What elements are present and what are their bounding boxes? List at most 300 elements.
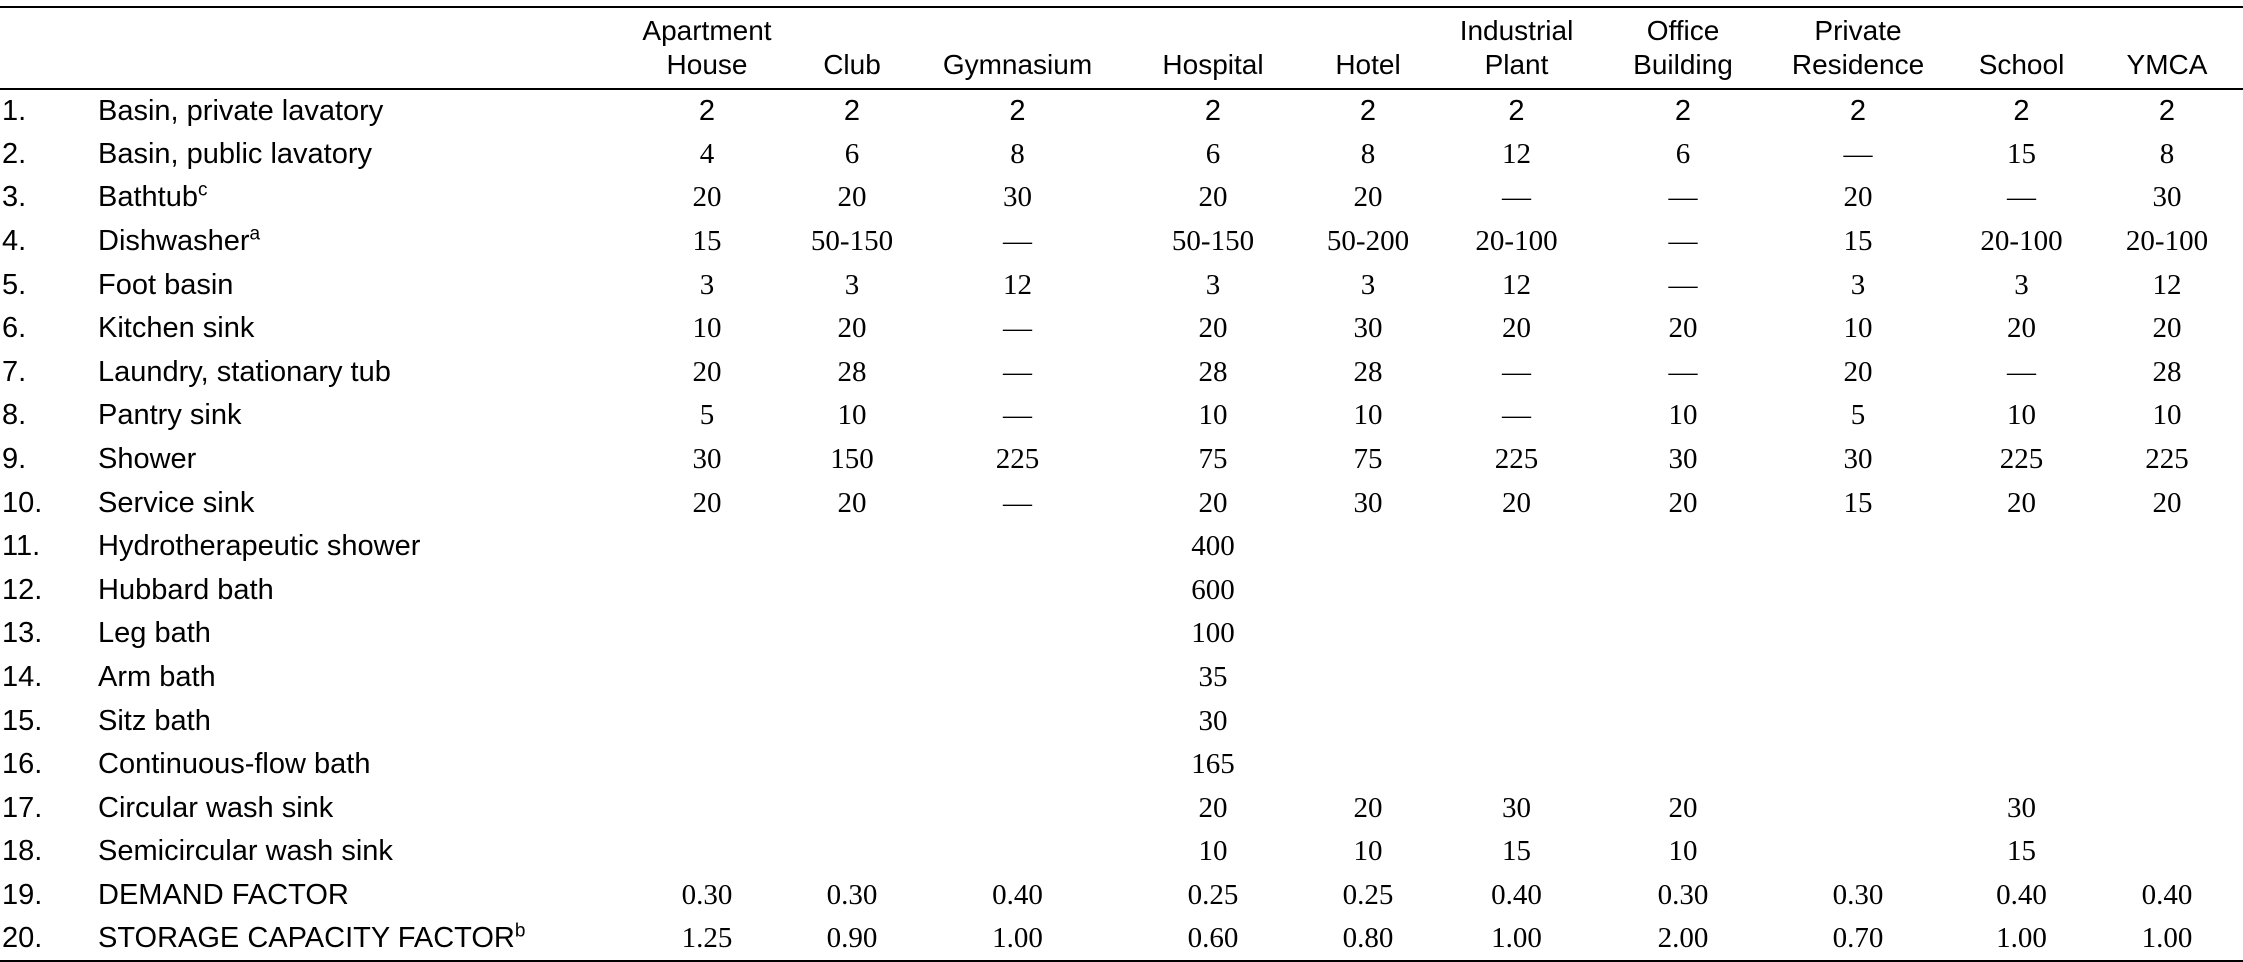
value-cell-apartment-house: 30 [692, 443, 722, 476]
value-cell-industrial-plant [1431, 569, 1602, 613]
table-row [0, 307, 2243, 351]
value-cell-apartment-house: 2 [698, 94, 716, 127]
fixture-name: Shower [98, 443, 197, 476]
value-cell-club [790, 569, 914, 613]
fixture-name-cell [68, 874, 624, 918]
value-cell-industrial-plant: — [1502, 181, 1531, 214]
column-header-line1: Industrial [1459, 15, 1574, 46]
value-cell-ymca [2091, 787, 2243, 831]
column-header-line2: Plant [1484, 49, 1549, 80]
value-cell-apartment-house [624, 656, 790, 700]
table-row [0, 438, 2243, 482]
fixture-name-cell [68, 612, 624, 656]
value-cell-gymnasium [914, 525, 1121, 569]
value-cell-hospital: 10 [1198, 835, 1228, 868]
value-cell-ymca: 28 [2152, 355, 2182, 388]
value-cell-office-building [1602, 612, 1764, 656]
value-cell-hospital: 0.25 [1187, 878, 1239, 911]
value-cell-office-building: 10 [1668, 399, 1698, 432]
value-cell-private-residence [1764, 787, 1952, 831]
value-cell-office-building [1602, 525, 1764, 569]
fixture-name-cell [68, 917, 624, 961]
value-cell-club [790, 699, 914, 743]
column-header-apartment-house [624, 7, 790, 89]
value-cell-club: 20 [837, 181, 867, 214]
value-cell-ymca [2091, 656, 2243, 700]
fixture-name: Dishwasher [98, 225, 250, 258]
table-row [0, 394, 2243, 438]
fixture-name: Leg bath [98, 617, 211, 650]
value-cell-gymnasium: 1.00 [992, 922, 1043, 955]
fixture-name-cell [68, 438, 624, 482]
value-cell-industrial-plant: — [1502, 399, 1531, 432]
value-cell-hospital: 50-150 [1171, 225, 1255, 258]
row-number: 15. [2, 704, 43, 737]
value-cell-hotel: 10 [1353, 835, 1383, 868]
value-cell-club [790, 787, 914, 831]
column-header-line1: Office [1646, 15, 1720, 46]
row-number: 5. [2, 268, 27, 301]
column-header-line2: School [1978, 49, 2065, 80]
value-cell-hotel [1305, 612, 1431, 656]
value-cell-ymca: 30 [2152, 181, 2182, 214]
value-cell-gymnasium [914, 569, 1121, 613]
value-cell-ymca: 1.00 [2141, 922, 2193, 955]
row-number: 7. [2, 355, 27, 388]
value-cell-apartment-house [624, 525, 790, 569]
value-cell-private-residence: 20 [1843, 181, 1873, 214]
fixture-name-cell [68, 394, 624, 438]
value-cell-school: 10 [2007, 399, 2036, 432]
row-number: 3. [2, 181, 27, 214]
value-cell-industrial-plant [1431, 525, 1602, 569]
fixture-name: Semicircular wash sink [98, 835, 393, 868]
value-cell-school: 1.00 [1996, 922, 2047, 955]
value-cell-gymnasium: 0.40 [992, 878, 1043, 911]
value-cell-gymnasium: — [1003, 312, 1032, 345]
fixture-name: Sitz bath [98, 704, 211, 737]
fixture-name: Circular wash sink [98, 791, 334, 824]
row-number: 19. [2, 878, 43, 911]
value-cell-gymnasium [914, 743, 1121, 787]
value-cell-gymnasium [914, 656, 1121, 700]
value-cell-private-residence: 0.30 [1832, 878, 1884, 911]
header-blank-fixture [68, 7, 624, 89]
value-cell-hospital: 20 [1198, 791, 1228, 824]
value-cell-gymnasium: 30 [1003, 181, 1032, 214]
value-cell-apartment-house [624, 787, 790, 831]
table-row [0, 699, 2243, 743]
value-cell-industrial-plant: 20 [1502, 486, 1531, 519]
value-cell-ymca: 12 [2152, 268, 2182, 301]
value-cell-hospital: 30 [1198, 704, 1228, 737]
fixture-demand-table [0, 6, 2243, 962]
value-cell-office-building: — [1668, 268, 1698, 301]
value-cell-industrial-plant: 0.40 [1491, 878, 1542, 911]
value-cell-ymca [2091, 612, 2243, 656]
fixture-name-cell [68, 263, 624, 307]
fixture-demand-table-container [0, 6, 2243, 962]
value-cell-hospital: 600 [1191, 573, 1235, 606]
table-row [0, 263, 2243, 307]
value-cell-hospital: 0.60 [1187, 922, 1239, 955]
value-cell-apartment-house: 3 [699, 268, 715, 301]
value-cell-hotel [1305, 699, 1431, 743]
column-header-line2: YMCA [2126, 49, 2208, 80]
column-header-line1 [914, 14, 1121, 48]
value-cell-school [1952, 656, 2091, 700]
value-cell-gymnasium: — [1003, 399, 1032, 432]
value-cell-gymnasium: — [1003, 355, 1032, 388]
value-cell-apartment-house: 0.30 [681, 878, 733, 911]
value-cell-hotel: 2 [1359, 94, 1377, 127]
value-cell-office-building: 10 [1668, 835, 1698, 868]
column-header-club [790, 7, 914, 89]
row-number: 9. [2, 443, 27, 476]
value-cell-hospital: 400 [1191, 530, 1235, 563]
value-cell-gymnasium [914, 612, 1121, 656]
fixture-name: Laundry, stationary tub [98, 355, 391, 388]
fixture-name-cell [68, 307, 624, 351]
value-cell-gymnasium: 12 [1003, 268, 1032, 301]
value-cell-industrial-plant: 20 [1502, 312, 1531, 345]
fixture-name: Arm bath [98, 661, 216, 694]
value-cell-hotel: 0.25 [1342, 878, 1394, 911]
fixture-name-cell [68, 176, 624, 220]
value-cell-office-building: 2.00 [1657, 922, 1709, 955]
value-cell-hospital: 10 [1198, 399, 1228, 432]
value-cell-school: 30 [2007, 791, 2036, 824]
fixture-name-cell [68, 525, 624, 569]
value-cell-private-residence: 5 [1850, 399, 1866, 432]
value-cell-club: 2 [843, 94, 861, 127]
table-row [0, 525, 2243, 569]
column-header-line1 [1952, 14, 2091, 48]
value-cell-apartment-house: 15 [692, 225, 722, 258]
fixture-name: Foot basin [98, 268, 234, 301]
row-number: 16. [2, 748, 43, 781]
value-cell-industrial-plant [1431, 743, 1602, 787]
value-cell-club: 150 [830, 443, 874, 476]
fixture-name: DEMAND FACTOR [98, 878, 349, 911]
header-blank-num [0, 7, 68, 89]
value-cell-gymnasium [914, 830, 1121, 874]
value-cell-hotel [1305, 569, 1431, 613]
value-cell-school: 15 [2007, 137, 2036, 170]
value-cell-gymnasium: — [1003, 225, 1032, 258]
value-cell-hospital: 75 [1198, 443, 1228, 476]
column-header-gymnasium [914, 7, 1121, 89]
value-cell-industrial-plant: 30 [1502, 791, 1531, 824]
value-cell-school [1952, 743, 2091, 787]
value-cell-school: 20 [2007, 486, 2036, 519]
table-row [0, 656, 2243, 700]
value-cell-hospital: 2 [1204, 94, 1222, 127]
value-cell-club: 20 [837, 486, 867, 519]
value-cell-private-residence [1764, 656, 1952, 700]
value-cell-school [1952, 699, 2091, 743]
value-cell-club: 28 [837, 355, 867, 388]
value-cell-hotel: 0.80 [1342, 922, 1394, 955]
value-cell-private-residence: 0.70 [1832, 922, 1884, 955]
value-cell-gymnasium [914, 787, 1121, 831]
value-cell-hospital: 3 [1205, 268, 1221, 301]
row-number: 10. [2, 486, 43, 519]
value-cell-club: 3 [844, 268, 860, 301]
value-cell-ymca: 2 [2158, 94, 2176, 127]
fixture-name: Hydrotherapeutic shower [98, 530, 421, 563]
value-cell-club: 6 [844, 137, 860, 170]
value-cell-ymca [2091, 830, 2243, 874]
value-cell-hotel: 50-200 [1326, 225, 1410, 258]
value-cell-industrial-plant: 15 [1502, 835, 1531, 868]
fixture-name: Basin, public lavatory [98, 137, 373, 170]
value-cell-club: 10 [837, 399, 867, 432]
row-number: 11. [2, 530, 41, 563]
fixture-name-cell [68, 89, 624, 133]
table-body [0, 89, 2243, 961]
fixture-name: Pantry sink [98, 399, 242, 432]
value-cell-school: 15 [2007, 835, 2036, 868]
fixture-name: Kitchen sink [98, 312, 255, 345]
value-cell-hotel: 75 [1353, 443, 1383, 476]
column-header-line1: Apartment [642, 15, 772, 46]
value-cell-apartment-house: 4 [699, 137, 715, 170]
value-cell-office-building: — [1668, 225, 1698, 258]
row-number: 20. [2, 922, 43, 955]
value-cell-office-building [1602, 656, 1764, 700]
value-cell-hotel [1305, 525, 1431, 569]
value-cell-apartment-house: 20 [692, 181, 722, 214]
column-header-line2: Building [1633, 49, 1733, 80]
fixture-name-cell [68, 743, 624, 787]
row-number: 8. [2, 399, 27, 432]
value-cell-hotel [1305, 656, 1431, 700]
table-row [0, 133, 2243, 177]
column-header-hotel [1305, 7, 1431, 89]
fixture-name-cell [68, 699, 624, 743]
value-cell-industrial-plant: 12 [1502, 137, 1531, 170]
value-cell-school [1952, 525, 2091, 569]
column-header-private-residence [1764, 7, 1952, 89]
fixture-name-cell [68, 656, 624, 700]
fixture-name: STORAGE CAPACITY FACTOR [98, 922, 515, 955]
value-cell-office-building: 20 [1668, 312, 1698, 345]
value-cell-gymnasium: — [1003, 486, 1032, 519]
fixture-name: Basin, private lavatory [98, 94, 384, 127]
fixture-name-cell [68, 481, 624, 525]
value-cell-ymca: 20 [2152, 486, 2182, 519]
value-cell-school: 225 [1999, 443, 2044, 476]
row-number: 14. [2, 661, 43, 694]
fixture-name: Hubbard bath [98, 573, 274, 606]
value-cell-hotel: 30 [1353, 312, 1383, 345]
value-cell-club [790, 612, 914, 656]
column-header-school [1952, 7, 2091, 89]
value-cell-apartment-house [624, 612, 790, 656]
value-cell-school: — [2007, 355, 2036, 388]
value-cell-club [790, 656, 914, 700]
column-header-line2: Residence [1791, 49, 1925, 80]
table-row [0, 176, 2243, 220]
fixture-name-cell [68, 787, 624, 831]
table-header-row [0, 7, 2243, 89]
fixture-name: Bathtub [98, 181, 198, 214]
value-cell-hospital: 20 [1198, 312, 1228, 345]
column-header-line2: Gymnasium [942, 49, 1093, 80]
value-cell-office-building [1602, 699, 1764, 743]
column-header-line2: Hotel [1335, 49, 1401, 80]
value-cell-office-building: 30 [1668, 443, 1698, 476]
value-cell-hospital: 165 [1191, 748, 1235, 781]
table-row [0, 220, 2243, 264]
value-cell-office-building: 0.30 [1657, 878, 1709, 911]
value-cell-school: 20-100 [1980, 225, 2063, 258]
value-cell-ymca: 10 [2152, 399, 2182, 432]
value-cell-club: 50-150 [810, 225, 894, 258]
column-header-line1 [2091, 14, 2243, 48]
value-cell-club [790, 830, 914, 874]
value-cell-office-building: — [1668, 181, 1698, 214]
value-cell-hospital: 28 [1198, 355, 1228, 388]
row-number: 1. [2, 94, 27, 127]
table-row [0, 917, 2243, 961]
row-number: 6. [2, 312, 27, 345]
value-cell-hospital: 6 [1205, 137, 1221, 170]
column-header-line2: House [666, 49, 748, 80]
value-cell-industrial-plant: 2 [1508, 94, 1525, 127]
footnote-marker: c [197, 179, 208, 201]
value-cell-apartment-house: 5 [699, 399, 715, 432]
value-cell-private-residence: 15 [1843, 486, 1873, 519]
value-cell-ymca [2091, 525, 2243, 569]
value-cell-hotel: 28 [1353, 355, 1383, 388]
value-cell-club [790, 525, 914, 569]
column-header-ymca [2091, 7, 2243, 89]
value-cell-private-residence: 10 [1843, 312, 1873, 345]
value-cell-industrial-plant [1431, 612, 1602, 656]
value-cell-apartment-house [624, 699, 790, 743]
value-cell-hotel: 20 [1353, 791, 1383, 824]
row-number: 4. [2, 225, 27, 258]
value-cell-hotel: 10 [1353, 399, 1383, 432]
value-cell-private-residence [1764, 525, 1952, 569]
fixture-name-cell [68, 569, 624, 613]
value-cell-private-residence [1764, 743, 1952, 787]
column-header-line1: Private [1814, 15, 1902, 46]
table-row [0, 89, 2243, 133]
value-cell-ymca: 20 [2152, 312, 2182, 345]
value-cell-private-residence [1764, 830, 1952, 874]
table-row [0, 351, 2243, 395]
fixture-name-cell [68, 220, 624, 264]
footnote-marker: b [514, 920, 526, 942]
column-header-line2: Hospital [1162, 49, 1264, 80]
value-cell-hotel: 20 [1353, 181, 1383, 214]
value-cell-apartment-house: 10 [692, 312, 722, 345]
value-cell-private-residence [1764, 612, 1952, 656]
fixture-name-cell [68, 830, 624, 874]
value-cell-ymca: 20-100 [2125, 225, 2209, 258]
value-cell-apartment-house [624, 743, 790, 787]
value-cell-hotel: 30 [1353, 486, 1383, 519]
value-cell-private-residence [1764, 699, 1952, 743]
value-cell-apartment-house: 20 [692, 355, 722, 388]
value-cell-school: — [2007, 181, 2036, 214]
value-cell-hospital: 100 [1191, 617, 1235, 650]
value-cell-club: 0.30 [826, 878, 878, 911]
column-header-line1 [790, 14, 914, 48]
table-row [0, 481, 2243, 525]
table-row [0, 743, 2243, 787]
column-header-office-building [1602, 7, 1764, 89]
value-cell-apartment-house: 1.25 [681, 922, 733, 955]
value-cell-private-residence [1764, 569, 1952, 613]
fixture-name-cell [68, 133, 624, 177]
fixture-name-cell [68, 351, 624, 395]
value-cell-apartment-house [624, 569, 790, 613]
value-cell-office-building [1602, 743, 1764, 787]
value-cell-gymnasium: 8 [1010, 137, 1025, 170]
row-number: 12. [2, 573, 43, 606]
value-cell-industrial-plant: — [1502, 355, 1531, 388]
column-header-line1 [1121, 14, 1305, 48]
value-cell-gymnasium: 2 [1009, 94, 1026, 127]
value-cell-school: 3 [2014, 268, 2029, 301]
fixture-name: Service sink [98, 486, 255, 519]
value-cell-school: 0.40 [1996, 878, 2047, 911]
value-cell-industrial-plant [1431, 656, 1602, 700]
value-cell-office-building: 6 [1675, 137, 1691, 170]
table-row [0, 787, 2243, 831]
value-cell-school [1952, 569, 2091, 613]
value-cell-industrial-plant: 1.00 [1491, 922, 1542, 955]
value-cell-hospital: 20 [1198, 486, 1228, 519]
column-header-line2: Club [823, 49, 881, 80]
value-cell-gymnasium [914, 699, 1121, 743]
value-cell-club [790, 743, 914, 787]
value-cell-ymca: 8 [2159, 137, 2175, 170]
value-cell-apartment-house: 20 [692, 486, 722, 519]
value-cell-private-residence: — [1843, 137, 1873, 170]
table-row [0, 569, 2243, 613]
column-header-industrial-plant [1431, 7, 1602, 89]
value-cell-hotel: 3 [1360, 268, 1376, 301]
value-cell-ymca: 0.40 [2141, 878, 2193, 911]
value-cell-club: 20 [837, 312, 867, 345]
value-cell-school: 2 [2013, 94, 2030, 127]
value-cell-office-building: — [1668, 355, 1698, 388]
value-cell-school: 20 [2007, 312, 2036, 345]
value-cell-ymca [2091, 699, 2243, 743]
value-cell-school [1952, 612, 2091, 656]
value-cell-private-residence: 30 [1843, 443, 1873, 476]
row-number: 17. [2, 791, 43, 824]
value-cell-apartment-house [624, 830, 790, 874]
footnote-marker: a [249, 223, 261, 245]
table-row [0, 830, 2243, 874]
value-cell-hospital: 20 [1198, 181, 1228, 214]
column-header-hospital [1121, 7, 1305, 89]
value-cell-ymca [2091, 569, 2243, 613]
value-cell-club: 0.90 [826, 922, 878, 955]
value-cell-private-residence: 2 [1849, 94, 1867, 127]
value-cell-industrial-plant [1431, 699, 1602, 743]
value-cell-office-building: 2 [1674, 94, 1692, 127]
value-cell-office-building: 20 [1668, 791, 1698, 824]
row-number: 13. [2, 617, 43, 650]
column-header-line1 [1305, 14, 1431, 48]
